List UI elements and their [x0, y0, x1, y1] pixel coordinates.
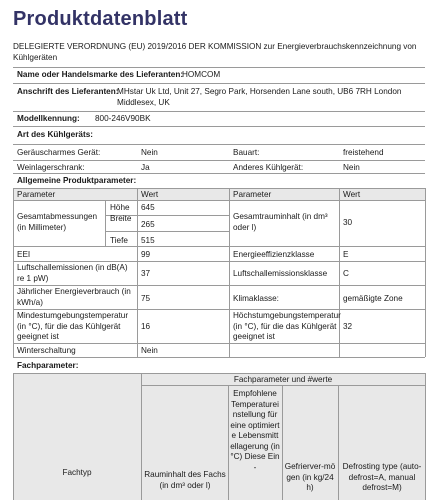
type-row-label: Bauart:: [233, 148, 260, 157]
param-col-header: Parameter: [17, 190, 56, 199]
eei-label: EEI: [17, 250, 31, 259]
fach-header: Fachparameter:: [17, 361, 79, 370]
grid-line: [13, 357, 425, 358]
page-title: Produktdatenblatt: [13, 8, 188, 30]
height-value: 645: [141, 203, 155, 212]
type-row-label: Geräuscharmes Gerät:: [17, 148, 101, 157]
param-header-row: [13, 188, 425, 200]
climate-class-value: gemäßigte Zone: [343, 294, 403, 303]
grid-line: [137, 188, 138, 357]
grid-line: [13, 200, 425, 201]
type-row-value: freistehend: [343, 148, 384, 157]
grid-line: [105, 231, 229, 232]
winter-label: Winterschaltung: [17, 346, 76, 355]
grid-line: [425, 188, 426, 357]
grid-line: [141, 373, 142, 500]
min-temp-label: Mindestumgebungstemperatur (in °C), für die das Kühlgerät geeignet ist: [17, 311, 129, 341]
type-row-value: Nein: [141, 148, 158, 157]
type-row-label: Weinlagerschrank:: [17, 163, 85, 172]
grid-line: [13, 261, 425, 262]
max-temp-value: 32: [343, 322, 353, 331]
height-label: Höhe: [110, 203, 130, 212]
noise-value: 37: [141, 269, 151, 278]
type-row-value: Ja: [141, 163, 150, 172]
defrosting-type-header: Defrosting type (auto-defrost=A, manual defrost=M): [342, 462, 422, 492]
address-value: MHstar Uk Ltd, Unit 27, Segro Park, Horsenden Lane south, UB6 7RH London Middlesex, UK: [117, 87, 402, 107]
volume-label: Gesamtrauminhalt (in dm³ oder l): [233, 212, 328, 232]
fachtyp-header: Fachtyp: [62, 468, 92, 477]
grid-line: [105, 200, 106, 246]
address-label: Anschrift des Lieferanten:: [17, 87, 119, 96]
grid-line: [13, 343, 425, 344]
grid-line: [13, 285, 425, 286]
grid-line: [13, 309, 425, 310]
noise-class-value: C: [343, 269, 349, 278]
width-value: 265: [141, 220, 155, 229]
annual-energy-value: 75: [141, 294, 151, 303]
param-col-header: Parameter: [233, 190, 272, 199]
regulation-intro: DELEGIERTE VERORDNUNG (EU) 2019/2016 DER KOMMISSION zur Energieverbrauchskennzeichnung von Kühlgeräten: [13, 42, 417, 62]
grid-line: [338, 385, 339, 500]
width-label: Breite: [110, 214, 132, 223]
gefriervermoegen-header: Gefrierver-mögen (in kg/24h): [284, 462, 336, 492]
depth-value: 515: [141, 236, 155, 245]
energy-class-value: E: [343, 250, 349, 259]
model-value: 800-246V90BK: [95, 114, 151, 123]
temp-setting-header: Empfohlene Temperatureinstellung für eine optimierte Lebensmittellagerung (in °C) Diese Ein-: [230, 389, 280, 472]
volume-value: 30: [343, 218, 353, 227]
grid-line: [229, 188, 230, 357]
grid-line: [282, 385, 283, 500]
divider: [13, 188, 425, 189]
grid-line: [228, 385, 229, 500]
grid-line: [339, 188, 340, 357]
winter-value: Nein: [141, 346, 158, 355]
energy-class-label: Energieeffizienzklasse: [233, 250, 315, 259]
divider: [13, 111, 425, 112]
annual-energy-label: Jährlicher Energieverbrauch (in kWh/a): [17, 287, 131, 307]
divider: [13, 144, 425, 145]
divider: [13, 67, 425, 68]
value-col-header: Wert: [141, 190, 159, 199]
type-header: Art des Kühlgeräts:: [17, 130, 93, 139]
general-header: Allgemeine Produktparameter:: [17, 176, 137, 185]
value-col-header: Wert: [343, 190, 361, 199]
divider: [13, 83, 425, 84]
grid-line: [13, 373, 14, 500]
max-temp-label: Höchstumgebungstemperatur (in °C), für die das Kühlgerät geeignet ist: [233, 311, 341, 341]
supplier-label: Name oder Handelsmarke des Lieferanten:: [17, 70, 184, 79]
grid-line: [13, 246, 425, 247]
divider: [13, 173, 425, 174]
divider: [13, 126, 425, 127]
fach-group-header: Fachparameter und #werte: [233, 375, 333, 384]
type-row-value: Nein: [343, 163, 360, 172]
dimensions-label: Gesamtabmessungen (in Millimeter): [17, 212, 98, 232]
supplier-value: HOMCOM: [182, 70, 221, 79]
noise-label: Luftschallemissionen (in dB(A) re 1 pW): [17, 263, 128, 283]
grid-line: [425, 373, 426, 500]
rauminhalt-header: Rauminhalt des Fachs (in dm³ oder l): [144, 470, 226, 490]
divider: [13, 160, 425, 161]
model-label: Modellkennung:: [17, 114, 80, 123]
noise-class-label: Luftschallemissionsklasse: [233, 269, 328, 278]
type-row-label: Anderes Kühlgerät:: [233, 163, 304, 172]
climate-class-label: Klimaklasse:: [233, 294, 279, 303]
eei-value: 99: [141, 250, 151, 259]
depth-label: Tiefe: [110, 236, 128, 245]
grid-line: [13, 188, 14, 357]
min-temp-value: 16: [141, 322, 151, 331]
